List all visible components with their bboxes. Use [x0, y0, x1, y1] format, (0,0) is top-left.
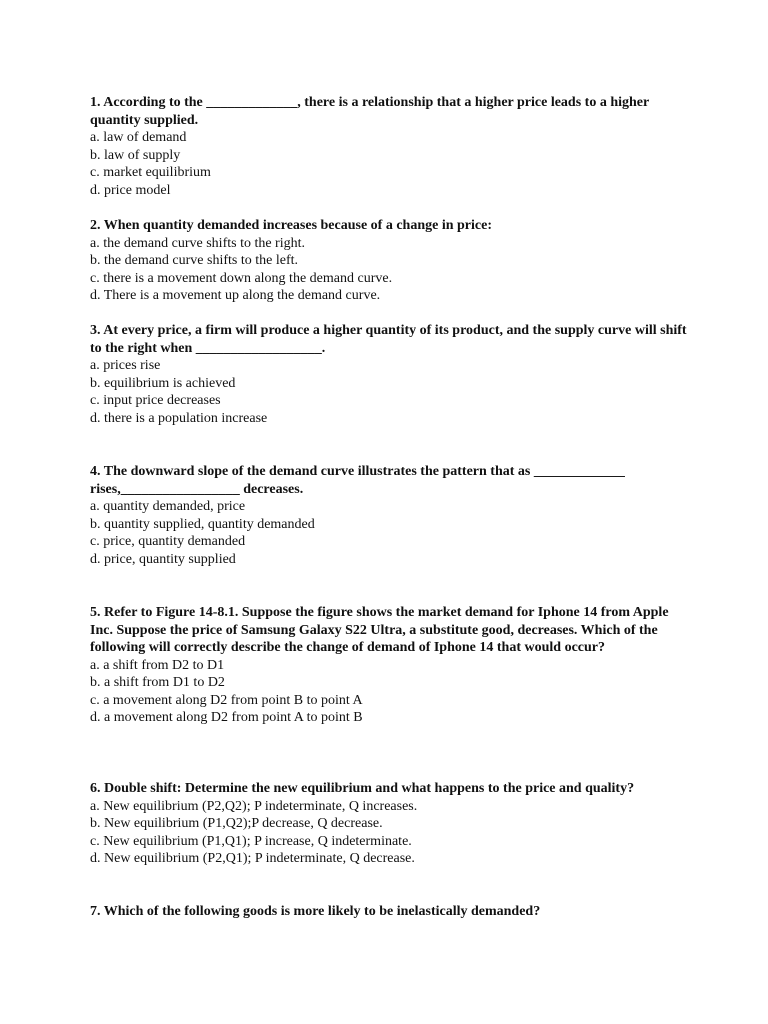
question-7 — [90, 903, 690, 921]
question-text: 6. Double shift: Determine the new equilibrium and what happens to the price and quality? — [90, 781, 635, 796]
question-text: 5. Refer to Figure 14-8.1. Suppose the figure shows the market demand for Iphone 14 from Apple Inc. Suppose the price of Samsung Galaxy S22 Ultra, a substitute good, decreases. Which of the following will correctly describe the change of demand of Iphone 14 that would occur? — [90, 605, 673, 655]
question-1 — [90, 94, 690, 199]
option-a: a. New equilibrium (P2,Q2); P indeterminate, Q increases. — [90, 798, 418, 814]
option-d: d. price model — [90, 182, 171, 198]
option-a: a. prices rise — [90, 358, 161, 373]
option-a: a. law of demand — [90, 130, 187, 145]
option-d: d. There is a movement up along the demand curve. — [90, 288, 381, 304]
option-a: a. quantity demanded, price — [90, 499, 246, 514]
answer-options — [90, 129, 690, 199]
answer-options — [90, 657, 690, 727]
answer-options — [90, 357, 690, 427]
question-text: 2. When quantity demanded increases because of a change in price: — [90, 218, 492, 233]
option-a: a. a shift from D2 to D1 — [90, 657, 225, 673]
question-3 — [90, 322, 690, 427]
answer-options — [90, 498, 690, 568]
question-text: 4. The downward slope of the demand curve illustrates the pattern that as _____________ rises,_________________ decreases. — [90, 464, 629, 497]
option-b: b. New equilibrium (P1,Q2);P decrease, Q decrease. — [90, 816, 383, 832]
option-d: d. there is a population increase — [90, 410, 268, 426]
option-b: b. law of supply — [90, 147, 181, 163]
option-a: a. the demand curve shifts to the right. — [90, 235, 305, 251]
option-d: d. price, quantity supplied — [90, 551, 236, 567]
answer-options — [90, 798, 690, 868]
option-c: c. a movement along D2 from point B to point A — [90, 692, 363, 708]
question-4 — [90, 463, 690, 568]
option-b: b. a shift from D1 to D2 — [90, 675, 225, 691]
question-text: 1. According to the _____________, there is a relationship that a higher price leads to a higher quantity supplied. — [90, 95, 653, 128]
question-5 — [90, 604, 690, 727]
question-6 — [90, 780, 690, 868]
answer-options — [90, 235, 690, 305]
option-d: d. New equilibrium (P2,Q1); P indeterminate, Q decrease. — [90, 851, 415, 867]
option-b: b. the demand curve shifts to the left. — [90, 253, 298, 269]
option-b: b. equilibrium is achieved — [90, 375, 236, 391]
question-text: 3. At every price, a firm will produce a higher quantity of its product, and the supply curve will shift to the right when __________________. — [90, 323, 691, 356]
question-2 — [90, 217, 690, 305]
option-d: d. a movement along D2 from point A to point B — [90, 710, 363, 726]
option-c: c. market equilibrium — [90, 165, 211, 181]
option-c: c. price, quantity demanded — [90, 534, 246, 550]
option-b: b. quantity supplied, quantity demanded — [90, 516, 315, 532]
option-c: c. input price decreases — [90, 393, 221, 409]
option-c: c. there is a movement down along the demand curve. — [90, 270, 393, 286]
question-text: 7. Which of the following goods is more likely to be inelastically demanded? — [90, 904, 541, 919]
option-c: c. New equilibrium (P1,Q1); P increase, Q indeterminate. — [90, 833, 412, 849]
